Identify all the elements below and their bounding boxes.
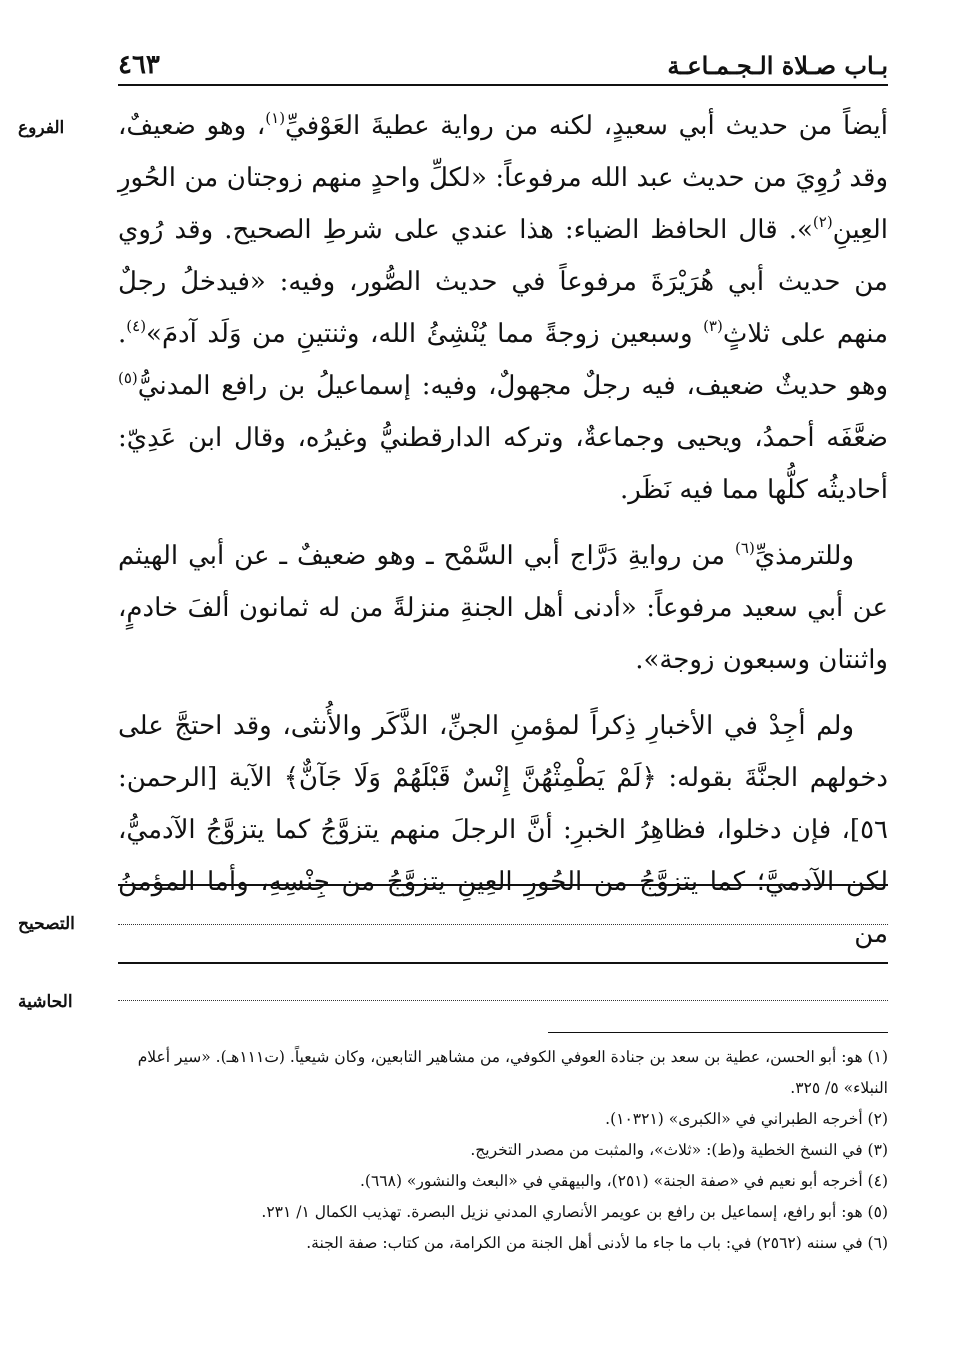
footnote-ref: (٥) (118, 369, 138, 387)
footnote-ref: (٢) (812, 213, 833, 231)
footnote-ref: (٤) (126, 317, 147, 335)
running-title: بـاب صـلاة الـجـمـاعـة (667, 51, 888, 80)
footnote-ref: (١) (265, 109, 286, 127)
margin-label-tashih: التصحيح (18, 914, 75, 934)
paragraph-2 (118, 530, 888, 686)
text-run: . وهو حديثٌ ضعيف، فيه رجلٌ مجهولٌ، وفيه: إسماعيلُ بن رافع المدنيُّ (118, 319, 888, 401)
body-end-rule (118, 884, 888, 886)
paragraph-3 (118, 700, 888, 960)
tashih-dotted-line (118, 924, 888, 925)
text-run: من روايةِ دَرَّاج أبي السَّمْح ـ وهو ضعيفٌ ـ عن أبي الهيثم عن أبي سعيد مرفوعاً: «أدنى أهل الجنةِ منزلةً من له ثمانون ألفَ خادمٍ، واثنتان وسبعون زوجة». (118, 541, 888, 675)
text-run: ضعَّفَه أحمدُ، ويحيى وجماعةٌ، وتركه الدارقطنيُّ وغيرُه، وقال ابن عَدِيّ: أحاديثُه كلُّها مما فيه نَظَر. (118, 423, 888, 505)
footnote-1: (١) هو: أبو الحسن، عطية بن سعد بن جنادة العوفي الكوفي، من مشاهير التابعين، وكان شيعياً. (ت١١١هـ). «سير أعلام النبلاء» ٥/ ٣٢٥. (137, 1048, 888, 1097)
footnote-6: (٦) في سننه (٢٥٦٢) في: باب ما جاء ما لأدنى أهل الجنة من الكرامة، من كتاب: صفة الجنة. (306, 1234, 888, 1252)
footnotes (118, 1042, 888, 1259)
text-run: وللترمذيِّ (754, 541, 854, 571)
footnote-ref: (٦) (735, 539, 755, 557)
text-run: وسبعين زوجةً مما يُنْشِئُ الله، وثنتينِ من وَلَد آدمَ» (146, 319, 704, 349)
footnote-3: (٣) في النسخ الخطية و(ط): «ثلاث»، والمثبت من مصدر التخريج. (470, 1141, 888, 1159)
header-rule (118, 84, 888, 86)
paragraph-1 (118, 100, 888, 516)
page-number: ٤٦٣ (118, 50, 160, 80)
main-text (118, 100, 888, 974)
text-run: أيضاً من حديث أبي سعيدٍ، لكنه من رواية عطيةَ العَوْفيِّ (285, 111, 888, 141)
text-run: ». قال الحافظ الضياء: هذا عندي على شرطِ الصحيح. وقد رُوي من حديث أبي هُرَيْرَةَ مرفوعاً في حديث الصُّور، وفيه: «فيدخلُ رجلٌ منهم على ثلاثٍ (118, 215, 888, 349)
tashih-rule (118, 962, 888, 964)
text-run: ولم أجِدْ في الأخبارِ ذِكراً لمؤمنِ الجنِّ، الذَّكَر والأُنثى، وقد احتجَّ على دخولهم الجنَّةَ بقوله: ﴿لَمْ يَطْمِثْهُنَّ إِنْسٌ قَبْلَهُمْ وَلَا جَآنٌّ﴾ الآية [الرحمن: ٥٦]، فإن دخلوا، فظاهِرُ الخبرِ: أنَّ الرجلَ منهم يتزوَّجُ كما يتزوَّجُ الآدميُّ، لكن الآدميَّ؛ كما يتزوَّجُ من الحُورِ العِينِ يتزوَّجُ من جِنْسِهِ، وأما المؤمنُ من (118, 711, 888, 949)
margin-label-hashiya: الحاشية (18, 992, 73, 1012)
footnote-4: (٤) أخرجه أبو نعيم في «صفة الجنة» (٢٥١)، والبيهقي في «البعث والنشور» (٦٦٨). (359, 1172, 888, 1190)
margin-label-furu: الفروع (18, 118, 65, 138)
page-header (118, 40, 888, 80)
footnote-5: (٥) هو: أبو رافع، إسماعيل بن رافع بن عويمر الأنصاري المدني نزيل البصرة. تهذيب الكمال ١/ ٢٣١. (261, 1203, 888, 1221)
footnote-2: (٢) أخرجه الطبراني في «الكبرى» (١٠٣٢١). (605, 1110, 888, 1128)
footnote-ref: (٣) (703, 317, 723, 335)
text-run: ، وهو ضعيفٌ، وقد رُوِيَ من حديث عبد الله مرفوعاً: «لكلِّ واحدٍ منهم زوجتان من الحُورِ العِينِ (118, 111, 888, 245)
hashiya-dotted-line (118, 1000, 888, 1001)
footnote-separator (548, 1032, 888, 1033)
